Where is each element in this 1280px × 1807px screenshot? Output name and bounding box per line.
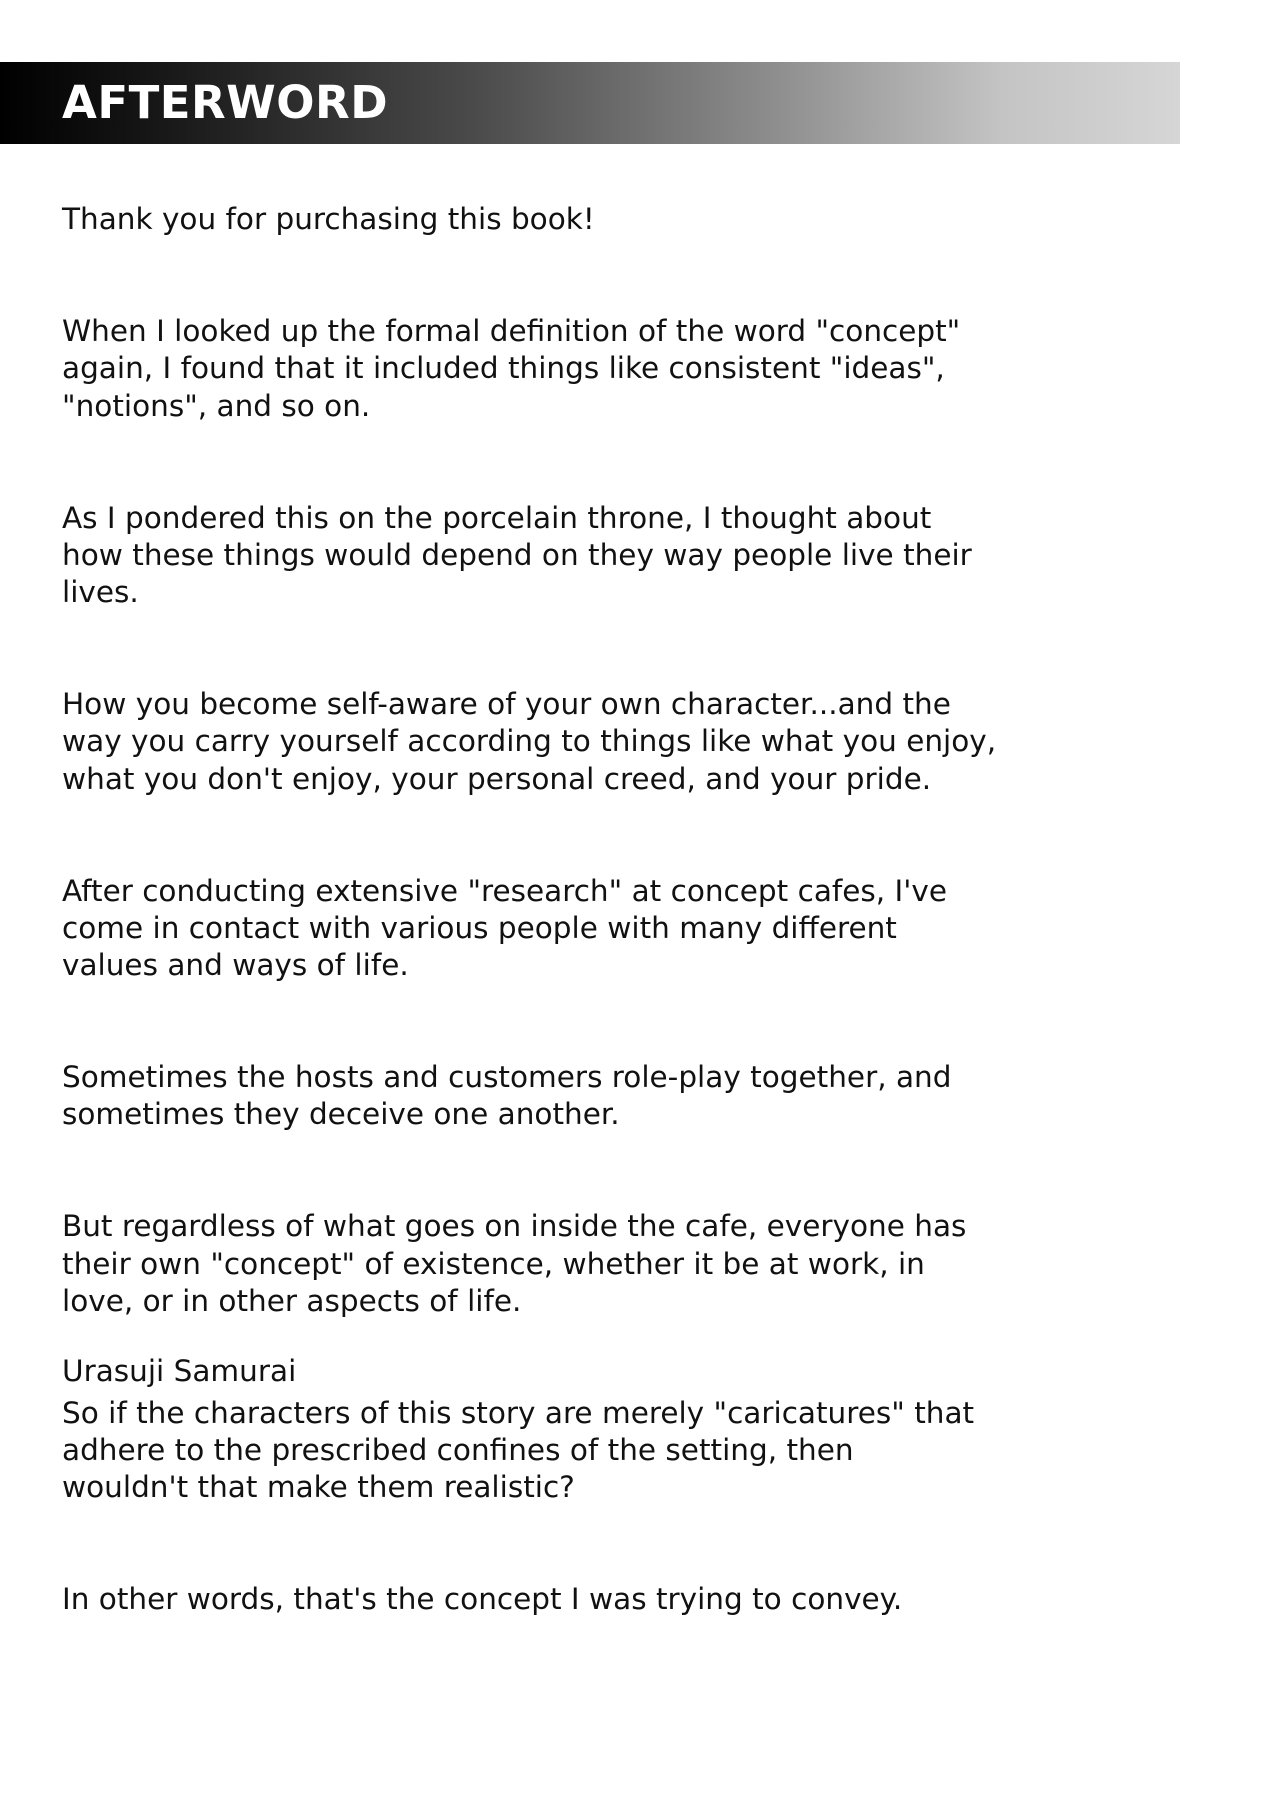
paragraph-4: How you become self-aware of your own character...and the way you carry yourself according to things like what you enjoy, what you don't enjoy, your personal creed, and your pride. [62,687,997,796]
paragraph-7: But regardless of what goes on inside the cafe, everyone has their own "concept" of existence, whether it be at work, in love, or in other aspects of life. [62,1209,967,1318]
paragraph-2: When I looked up the formal definition of the word "concept" again, I found that it included things like consistent "ideas", "notions", and so on. [62,314,961,423]
paragraph-3: As I pondered this on the porcelain throne, I thought about how these things would depend on they way people live their lives. [62,500,972,610]
afterword-body [62,164,1062,1693]
header-bar [0,62,1180,144]
paragraph-8: So if the characters of this story are merely "caricatures" that adhere to the prescribed confines of the setting, then wouldn't that make them realistic? [62,1395,975,1505]
page-title: AFTERWORD [62,76,389,129]
paragraph-5: After conducting extensive "research" at concept cafes, I've come in contact with various people with many different values and ways of life. [62,873,947,983]
paragraph-1: Thank you for purchasing this book! [62,202,595,237]
author-signature: Urasuji Samurai [62,1354,297,1388]
paragraph-9: In other words, that's the concept I was trying to convey. [62,1582,903,1617]
paragraph-6: Sometimes the hosts and customers role-play together, and sometimes they deceive one another. [62,1060,952,1132]
